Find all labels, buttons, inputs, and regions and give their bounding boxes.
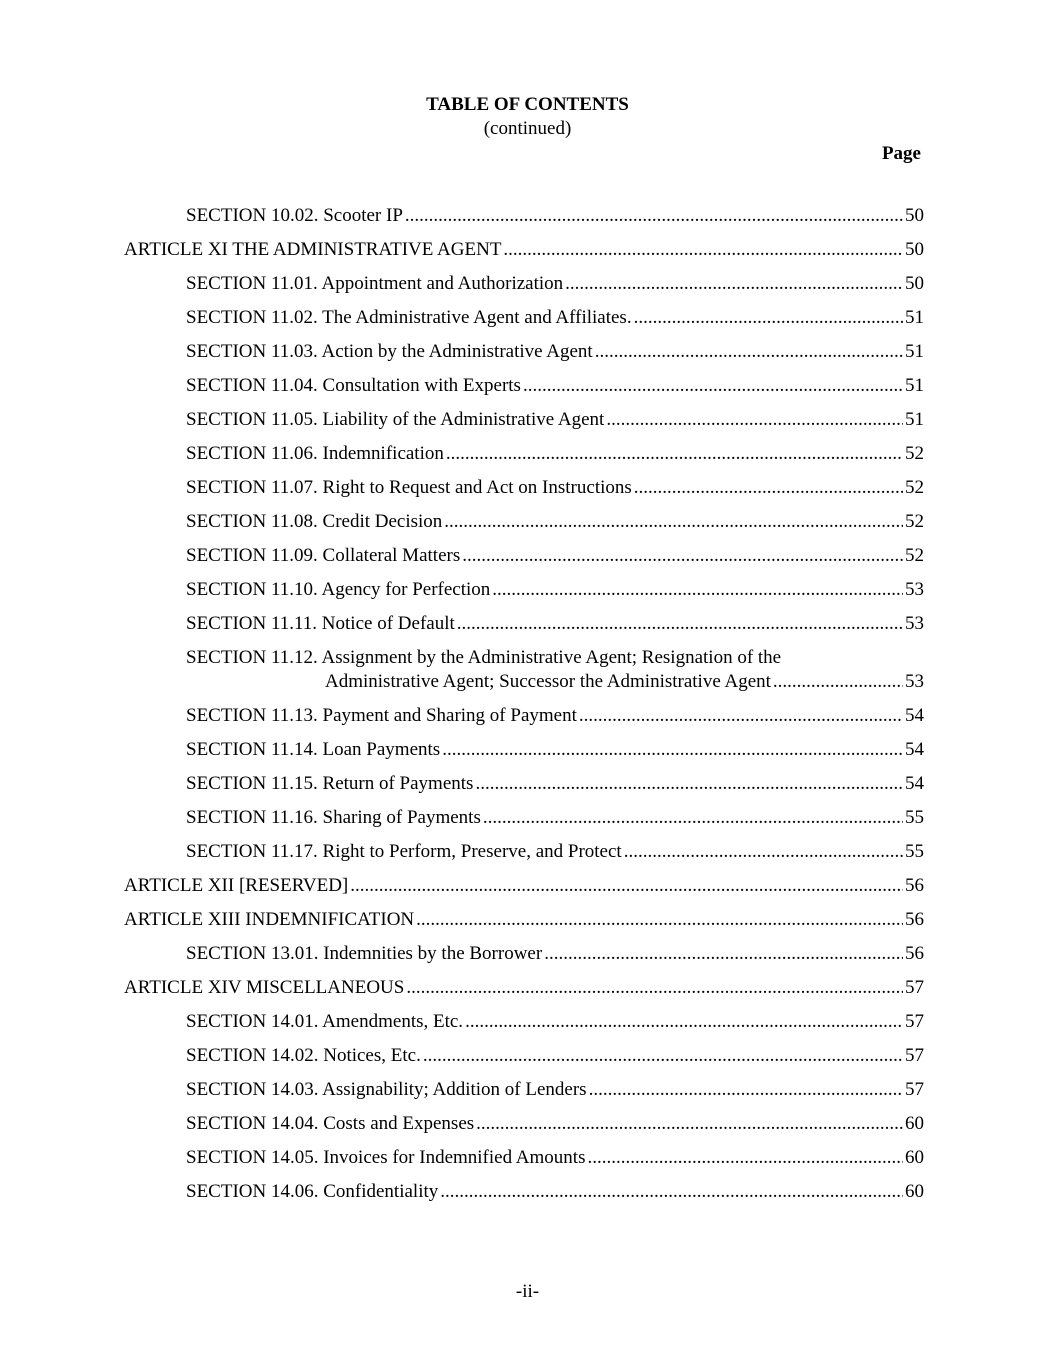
dot-leader (405, 204, 903, 228)
dot-leader (465, 1010, 903, 1034)
toc-entry-page-number: 51 (905, 307, 924, 328)
toc-entry[interactable] (0, 204, 1055, 238)
toc-entry-page-number: 54 (905, 739, 924, 760)
toc-entry-line (186, 204, 924, 228)
toc-entry-title: ARTICLE XI THE ADMINISTRATIVE AGENT (124, 239, 502, 260)
toc-entry-page-number: 54 (905, 705, 924, 726)
toc-entry-title-continued: Administrative Agent; Successor the Administrative Agent (325, 671, 771, 692)
toc-entry-page-number: 53 (905, 613, 924, 634)
toc-entry-title: SECTION 11.08. Credit Decision (186, 511, 443, 532)
toc-entry[interactable] (0, 510, 1055, 544)
toc-entry-title: ARTICLE XII [RESERVED] (124, 875, 349, 896)
toc-entry-title: SECTION 11.05. Liability of the Administrative Agent (186, 409, 605, 430)
toc-entry-line (124, 238, 924, 262)
dot-leader (444, 510, 903, 534)
toc-entry-title: SECTION 11.01. Appointment and Authorization (186, 273, 564, 294)
toc-entry[interactable] (0, 646, 1055, 704)
toc-entry-line (186, 1180, 924, 1204)
toc-entry[interactable] (0, 704, 1055, 738)
toc-entry-page-number: 53 (905, 671, 924, 692)
toc-entry-page-number: 56 (905, 875, 924, 896)
toc-entry-line (186, 306, 924, 330)
dot-leader (476, 1112, 903, 1136)
dot-leader (606, 408, 903, 432)
dot-leader (492, 578, 903, 602)
toc-entry[interactable] (0, 340, 1055, 374)
toc-entry-title: SECTION 11.17. Right to Perform, Preserve, and Protect (186, 841, 622, 862)
toc-entry[interactable] (0, 840, 1055, 874)
toc-entry-page-number: 50 (905, 239, 924, 260)
toc-list (0, 204, 1055, 1214)
toc-entry-page-number: 57 (905, 977, 924, 998)
toc-entry-page-number: 60 (905, 1147, 924, 1168)
dot-leader (475, 772, 903, 796)
toc-entry-line (186, 578, 924, 602)
toc-entry[interactable] (0, 374, 1055, 408)
toc-entry-title: SECTION 11.04. Consultation with Experts (186, 375, 521, 396)
toc-entry-page-number: 60 (905, 1181, 924, 1202)
dot-leader (565, 272, 903, 296)
dot-leader (589, 1078, 903, 1102)
toc-entry-line (186, 1112, 924, 1136)
toc-title: TABLE OF CONTENTS (426, 94, 629, 115)
toc-entry-page-number: 56 (905, 909, 924, 930)
toc-entry-line (186, 442, 924, 466)
toc-entry-line (124, 976, 924, 1000)
toc-entry-line (186, 806, 924, 830)
toc-entry[interactable] (0, 272, 1055, 306)
dot-leader (350, 874, 903, 898)
page-column-label: Page (881, 143, 921, 164)
dot-leader (503, 238, 903, 262)
dot-leader (416, 908, 903, 932)
dot-leader (587, 1146, 903, 1170)
toc-entry[interactable] (0, 738, 1055, 772)
toc-entry[interactable] (0, 908, 1055, 942)
toc-entry[interactable] (0, 772, 1055, 806)
toc-entry-title: SECTION 11.02. The Administrative Agent and Affiliates. (186, 307, 632, 328)
toc-entry-title: SECTION 10.02. Scooter IP (186, 205, 403, 226)
toc-subtitle: (continued) (483, 118, 572, 139)
toc-entry-line (186, 544, 924, 568)
toc-entry-title: SECTION 14.05. Invoices for Indemnified Amounts (186, 1147, 586, 1168)
toc-entry-title: SECTION 11.16. Sharing of Payments (186, 807, 481, 828)
toc-entry-title: SECTION 14.06. Confidentiality (186, 1181, 439, 1202)
toc-entry-title: SECTION 13.01. Indemnities by the Borrower (186, 943, 543, 964)
dot-leader (457, 612, 903, 636)
toc-entry-line (124, 908, 924, 932)
dot-leader (440, 1180, 903, 1204)
toc-entry-page-number: 54 (905, 773, 924, 794)
toc-entry-line (186, 1044, 924, 1068)
toc-entry[interactable] (0, 806, 1055, 840)
toc-entry[interactable] (0, 1112, 1055, 1146)
toc-entry-title: SECTION 14.01. Amendments, Etc. (186, 1011, 464, 1032)
toc-entry[interactable] (0, 1146, 1055, 1180)
toc-entry-page-number: 52 (905, 545, 924, 566)
toc-entry-line (186, 272, 924, 296)
dot-leader (624, 840, 903, 864)
toc-entry-page-number: 57 (905, 1011, 924, 1032)
toc-entry-title: ARTICLE XIV MISCELLANEOUS (124, 977, 405, 998)
toc-entry-title: SECTION 11.03. Action by the Administrative Agent (186, 341, 593, 362)
toc-entry[interactable] (0, 578, 1055, 612)
toc-entry-line (186, 374, 924, 398)
toc-entry-page-number: 56 (905, 943, 924, 964)
toc-entry[interactable] (0, 1180, 1055, 1214)
toc-entry-title: SECTION 11.07. Right to Request and Act on Instructions (186, 477, 632, 498)
toc-entry[interactable] (0, 1044, 1055, 1078)
toc-entry[interactable] (0, 612, 1055, 646)
toc-entry-page-number: 57 (905, 1079, 924, 1100)
toc-entry-line (186, 1146, 924, 1170)
toc-entry-page-number: 52 (905, 477, 924, 498)
toc-entry-title: SECTION 11.15. Return of Payments (186, 773, 474, 794)
dot-leader (634, 476, 903, 500)
dot-leader (423, 1044, 903, 1068)
dot-leader (462, 544, 903, 568)
dot-leader (595, 340, 903, 364)
toc-entry-line (186, 612, 924, 636)
toc-entry-page-number: 55 (905, 841, 924, 862)
toc-entry[interactable] (0, 238, 1055, 272)
dot-leader (634, 306, 903, 330)
toc-entry-title: SECTION 11.11. Notice of Default (186, 613, 455, 634)
toc-entry-title: SECTION 11.06. Indemnification (186, 443, 444, 464)
toc-entry-title: SECTION 11.13. Payment and Sharing of Payment (186, 705, 577, 726)
toc-entry-line (186, 704, 924, 728)
dot-leader (442, 738, 903, 762)
toc-entry-line (186, 772, 924, 796)
toc-entry-page-number: 52 (905, 443, 924, 464)
toc-entry-page-number: 57 (905, 1045, 924, 1066)
toc-entry-title: SECTION 14.02. Notices, Etc. (186, 1045, 421, 1066)
toc-entry-line (186, 942, 924, 966)
dot-leader (523, 374, 903, 398)
toc-entry[interactable] (0, 476, 1055, 510)
dot-leader (406, 976, 903, 1000)
toc-entry-page-number: 51 (905, 409, 924, 430)
toc-entry-page-number: 51 (905, 341, 924, 362)
toc-entry-title: SECTION 11.14. Loan Payments (186, 739, 441, 760)
toc-entry-line (186, 738, 924, 762)
toc-entry-title: SECTION 14.03. Assignability; Addition of Lenders (186, 1079, 587, 1100)
toc-entry[interactable] (0, 306, 1055, 340)
dot-leader (544, 942, 903, 966)
toc-entry-page-number: 55 (905, 807, 924, 828)
toc-entry-title: SECTION 11.09. Collateral Matters (186, 545, 461, 566)
toc-entry[interactable] (0, 544, 1055, 578)
toc-entry-line (186, 340, 924, 364)
toc-entry-line (186, 1010, 924, 1034)
toc-entry-page-number: 60 (905, 1113, 924, 1134)
toc-entry-line (124, 874, 924, 898)
page-footer-number: -ii- (515, 1281, 540, 1302)
dot-leader (483, 806, 903, 830)
toc-entry-page-number: 53 (905, 579, 924, 600)
toc-entry-line (186, 1078, 924, 1102)
toc-entry-title: SECTION 11.12. Assignment by the Administrative Agent; Resignation of the (186, 647, 782, 668)
toc-entry[interactable] (0, 976, 1055, 1010)
toc-entry[interactable] (0, 1010, 1055, 1044)
toc-entry-title: ARTICLE XIII INDEMNIFICATION (124, 909, 415, 930)
toc-entry[interactable] (0, 1078, 1055, 1112)
toc-entry[interactable] (0, 408, 1055, 442)
toc-entry-page-number: 50 (905, 273, 924, 294)
toc-entry-page-number: 51 (905, 375, 924, 396)
toc-entry[interactable] (0, 874, 1055, 908)
toc-entry-line (186, 476, 924, 500)
dot-leader (579, 704, 903, 728)
dot-leader (773, 670, 903, 694)
toc-entry-line (325, 670, 924, 694)
toc-entry-title: SECTION 11.10. Agency for Perfection (186, 579, 491, 600)
toc-entry-page-number: 52 (905, 511, 924, 532)
toc-entry-line (186, 510, 924, 534)
toc-entry-line (186, 840, 924, 864)
toc-entry[interactable] (0, 942, 1055, 976)
toc-entry[interactable] (0, 442, 1055, 476)
toc-entry-line (186, 408, 924, 432)
toc-entry-page-number: 50 (905, 205, 924, 226)
toc-entry-title: SECTION 14.04. Costs and Expenses (186, 1113, 475, 1134)
dot-leader (446, 442, 903, 466)
